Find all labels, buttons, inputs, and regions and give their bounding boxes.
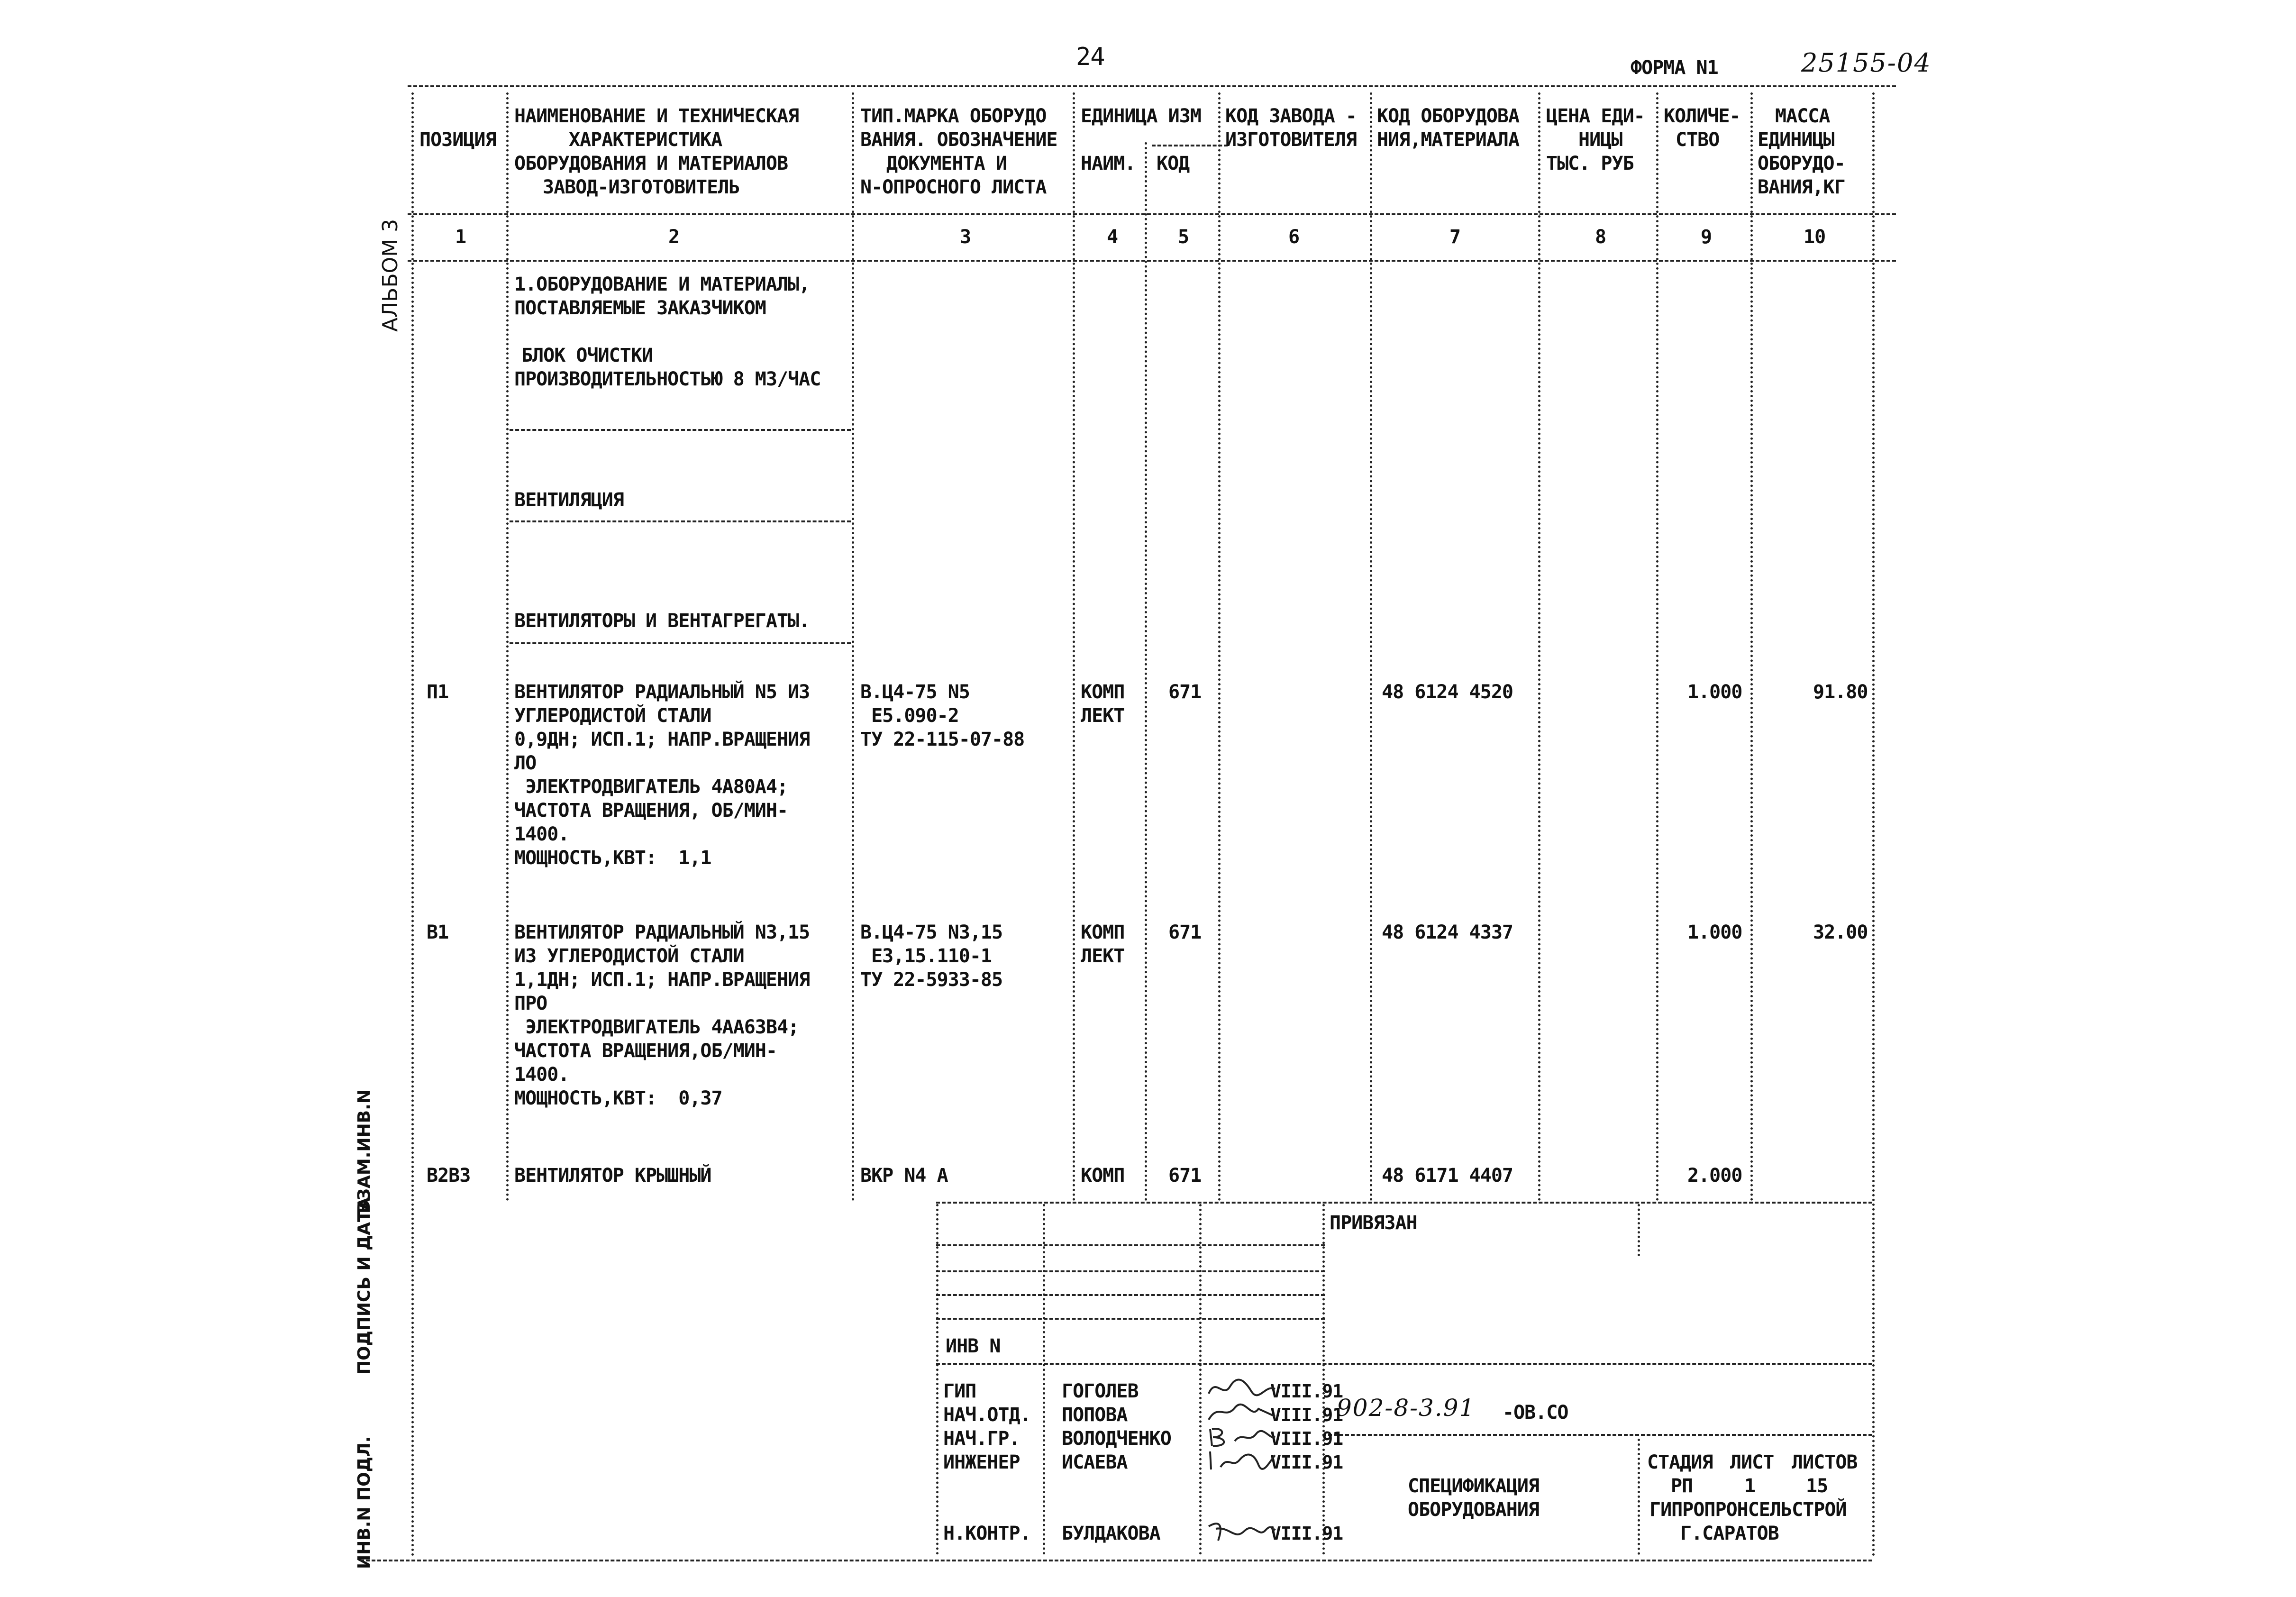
item-name-line: ВЕНТИЛЯТОР КРЫШНЫЙ	[514, 1165, 711, 1186]
header-col10-line1: МАССА	[1775, 105, 1830, 127]
item-qty: 1.000	[1687, 681, 1742, 703]
item-name-line: 0,9ДН; ИСП.1; НАПР.ВРАЩЕНИЯ	[514, 729, 810, 750]
colnum-9: 9	[1701, 226, 1712, 248]
stage-header-sheets: ЛИСТОВ	[1792, 1451, 1858, 1473]
sign-date: VIII.91	[1270, 1381, 1343, 1402]
item-name-line: ВЕНТИЛЯТОР РАДИАЛЬНЫЙ N3,15	[514, 922, 810, 943]
page-number: 24	[1076, 43, 1105, 71]
item-equip-code: 48 6124 4520	[1382, 681, 1513, 703]
sign-name: ГОГОЛЕВ	[1062, 1380, 1139, 1402]
stage-value: РП	[1671, 1475, 1693, 1497]
rule-tb-1	[936, 1244, 1325, 1246]
item-unit-code: 671	[1168, 1165, 1202, 1186]
item-equip-code: 48 6171 4407	[1382, 1165, 1513, 1186]
doc-title-line2: ОБОРУДОВАНИЯ	[1408, 1499, 1539, 1521]
sign-role: ИНЖЕНЕР	[943, 1451, 1020, 1473]
rule-numbers-bottom	[408, 260, 1896, 262]
item-type-line: Е3,15.110-1	[860, 945, 992, 967]
header-col8-line1: ЦЕНА ЕДИ-	[1546, 105, 1645, 127]
header-col6-line1: КОД ЗАВОДА -	[1225, 105, 1357, 127]
item-qty: 1.000	[1687, 922, 1742, 943]
col-sep-8	[1656, 92, 1658, 1202]
item-name-line: МОЩНОСТЬ,КВТ: 0,37	[514, 1087, 722, 1109]
org-city: Г.САРАТОВ	[1680, 1523, 1779, 1544]
header-col3-line1: ТИП.МАРКА ОБОРУДО	[860, 105, 1047, 127]
album-label: АЛЬБОМ 3	[378, 219, 402, 332]
header-col4: НАИМ.	[1081, 153, 1136, 174]
header-col10-line3: ОБОРУДО-	[1758, 153, 1845, 174]
sign-role: НАЧ.ГР.	[943, 1428, 1020, 1450]
item-mass: 91.80	[1813, 681, 1868, 703]
tb-sep-left	[936, 1204, 938, 1555]
tb-sep-stage	[1638, 1439, 1640, 1555]
rule-tb-5	[936, 1363, 1872, 1365]
item-name-line: 1400.	[514, 1064, 569, 1086]
header-col2-line2: ХАРАКТЕРИСТИКА	[569, 129, 722, 151]
header-col1: ПОЗИЦИЯ	[419, 129, 496, 151]
sign-role: НАЧ.ОТД.	[943, 1404, 1031, 1426]
header-col2-line4: ЗАВОД-ИЗГОТОВИТЕЛЬ	[543, 176, 740, 198]
sign-date: VIII.91	[1270, 1523, 1343, 1544]
header-col2-line1: НАИМЕНОВАНИЕ И ТЕХНИЧЕСКАЯ	[514, 105, 799, 127]
stage-header-sheet: ЛИСТ	[1730, 1451, 1774, 1473]
project-suffix: -ОВ.СО	[1503, 1402, 1568, 1424]
rule-top	[408, 85, 1896, 87]
item-equip-code: 48 6124 4337	[1382, 922, 1513, 943]
colnum-6: 6	[1288, 226, 1300, 248]
item-type-line: ТУ 22-5933-85	[860, 969, 1003, 991]
item-unit-code: 671	[1168, 922, 1202, 943]
rule-block	[510, 429, 851, 431]
bound-label: ПРИВЯЗАН	[1330, 1212, 1417, 1234]
item-unit: КОМП	[1081, 922, 1125, 943]
rule-tb-6	[1322, 1434, 1872, 1436]
rule-unit-split	[1152, 145, 1228, 146]
project-code: 902-8-3.91	[1337, 1394, 1476, 1422]
colnum-10: 10	[1804, 226, 1826, 248]
header-col7-line2: НИЯ,МАТЕРИАЛА	[1377, 129, 1520, 151]
item-name-line: ЛО	[514, 752, 537, 774]
stamp-original-inv: ИНВ.N ПОДЛ.	[355, 1436, 374, 1569]
item-qty: 2.000	[1687, 1165, 1742, 1186]
section-ventilation: ВЕНТИЛЯЦИЯ	[514, 489, 624, 511]
header-col7-line1: КОД ОБОРУДОВА	[1377, 105, 1520, 127]
header-col6-line2: ИЗГОТОВИТЕЛЯ	[1225, 129, 1357, 151]
sign-date: VIII.91	[1270, 1428, 1343, 1449]
col-sep-left	[411, 92, 414, 1557]
item-pos: П1	[427, 681, 449, 703]
tb-sep-name	[1199, 1204, 1202, 1555]
colnum-2: 2	[668, 226, 680, 248]
stamp-replaced-inv: ВЗАМ.ИНВ.N	[355, 1089, 374, 1214]
colnum-8: 8	[1595, 226, 1606, 248]
item-name-line: ИЗ УГЛЕРОДИСТОЙ СТАЛИ	[514, 945, 744, 967]
sign-name: БУЛДАКОВА	[1062, 1523, 1160, 1544]
item-type-line: Е5.090-2	[860, 705, 959, 727]
doc-title-line1: СПЕЦИФИКАЦИЯ	[1408, 1475, 1539, 1497]
rule-tb-2	[936, 1270, 1325, 1272]
header-col8-line3: ТЫС. РУБ	[1546, 153, 1634, 174]
section-block-line2: ПРОИЗВОДИТЕЛЬНОСТЬЮ 8 М3/ЧАС	[514, 368, 821, 390]
colnum-7: 7	[1449, 226, 1461, 248]
item-type-line: В.Ц4-75 N3,15	[860, 922, 1003, 943]
item-unit: ЛЕКТ	[1081, 705, 1125, 727]
sign-role: Н.КОНТР.	[943, 1523, 1031, 1544]
item-name-line: 1,1ДН; ИСП.1; НАПР.ВРАЩЕНИЯ	[514, 969, 810, 991]
form-label: ФОРМА N1	[1631, 57, 1718, 79]
item-type-line: В.Ц4-75 N5	[860, 681, 970, 703]
rule-fans	[510, 642, 851, 644]
section-supplied-line1: 1.ОБОРУДОВАНИЕ И МАТЕРИАЛЫ,	[514, 274, 810, 295]
header-col9-line1: КОЛИЧЕ-	[1664, 105, 1740, 127]
item-name-line: УГЛЕРОДИСТОЙ СТАЛИ	[514, 705, 711, 727]
col-sep-3	[1073, 92, 1075, 1202]
item-unit: КОМП	[1081, 1165, 1125, 1186]
rule-bottom	[360, 1560, 1872, 1561]
header-col10-line2: ЕДИНИЦЫ	[1758, 129, 1834, 151]
header-col2-line3: ОБОРУДОВАНИЯ И МАТЕРИАЛОВ	[514, 153, 788, 174]
rule-header-bottom	[408, 213, 1896, 215]
col-sep-9	[1750, 92, 1753, 1202]
item-mass: 32.00	[1813, 922, 1868, 943]
header-unit: ЕДИНИЦА ИЗМ	[1081, 105, 1201, 127]
section-block-line1: БЛОК ОЧИСТКИ	[521, 345, 653, 366]
signature-mark	[1206, 1446, 1277, 1473]
item-name-line: ПРО	[514, 993, 547, 1014]
rule-titleblock-top	[936, 1202, 1872, 1204]
item-unit-code: 671	[1168, 681, 1202, 703]
col-sep-5	[1218, 92, 1221, 1202]
col-sep-4	[1145, 142, 1147, 1202]
col-sep-right	[1872, 92, 1875, 1557]
header-col5: КОД	[1157, 153, 1190, 174]
item-name-line: ЭЛЕКТРОДВИГАТЕЛЬ 4АА63В4;	[514, 1016, 799, 1038]
sign-role: ГИП	[943, 1380, 976, 1402]
header-col8-line2: НИЦЫ	[1578, 129, 1622, 151]
section-supplied-line2: ПОСТАВЛЯЕМЫЕ ЗАКАЗЧИКОМ	[514, 297, 766, 319]
tb-sep-bound	[1638, 1204, 1640, 1256]
item-unit: КОМП	[1081, 681, 1125, 703]
colnum-5: 5	[1178, 226, 1189, 248]
item-type-line: ВКР N4 А	[860, 1165, 948, 1186]
colnum-4: 4	[1107, 226, 1118, 248]
handwritten-doc-code: 25155-04	[1801, 48, 1932, 78]
item-name-line: МОЩНОСТЬ,КВТ: 1,1	[514, 847, 711, 869]
item-type-line: ТУ 22-115-07-88	[860, 729, 1025, 750]
sheet-value: 1	[1744, 1475, 1756, 1497]
sheets-value: 15	[1806, 1475, 1828, 1497]
header-col9-line2: СТВО	[1676, 129, 1720, 151]
signature-mark	[1206, 1517, 1277, 1544]
item-name-line: 1400.	[514, 823, 569, 845]
sign-name: ПОПОВА	[1062, 1404, 1128, 1426]
tb-sep-role	[1043, 1204, 1045, 1555]
inv-label: ИНВ N	[946, 1335, 1001, 1357]
col-sep-6	[1370, 92, 1372, 1202]
rule-tb-4	[936, 1318, 1325, 1320]
item-pos: В2В3	[427, 1165, 471, 1186]
org-name: ГИПРОПРОНСЕЛЬСТРОЙ	[1649, 1499, 1847, 1521]
item-name-line: ВЕНТИЛЯТОР РАДИАЛЬНЫЙ N5 ИЗ	[514, 681, 810, 703]
item-pos: В1	[427, 922, 449, 943]
item-unit: ЛЕКТ	[1081, 945, 1125, 967]
header-col10-line4: ВАНИЯ,КГ	[1758, 176, 1845, 198]
item-name-line: ЧАСТОТА ВРАЩЕНИЯ, ОБ/МИН-	[514, 800, 788, 821]
colnum-1: 1	[455, 226, 466, 248]
stamp-signature-date: ПОДПИСЬ И ДАТА	[355, 1197, 374, 1375]
item-name-line: ЧАСТОТА ВРАЩЕНИЯ,ОБ/МИН-	[514, 1040, 777, 1062]
rule-ventilation	[510, 520, 851, 522]
col-sep-7	[1538, 92, 1540, 1202]
stage-header-stage: СТАДИЯ	[1647, 1451, 1713, 1473]
sign-date: VIII.91	[1270, 1452, 1343, 1473]
item-name-line: ЭЛЕКТРОДВИГАТЕЛЬ 4А80А4;	[514, 776, 788, 798]
col-sep-2	[852, 92, 854, 1202]
sign-name: ИСАЕВА	[1062, 1451, 1128, 1473]
sign-name: ВОЛОДЧЕНКО	[1062, 1428, 1171, 1450]
header-col3-line3: ДОКУМЕНТА И	[886, 153, 1007, 174]
colnum-3: 3	[960, 226, 971, 248]
sign-date: VIII.91	[1270, 1405, 1343, 1425]
header-col3-line4: N-ОПРОСНОГО ЛИСТА	[860, 176, 1047, 198]
section-fans: ВЕНТИЛЯТОРЫ И ВЕНТАГРЕГАТЫ.	[514, 610, 810, 632]
header-col3-line2: ВАНИЯ. ОБОЗНАЧЕНИЕ	[860, 129, 1057, 151]
col-sep-1	[506, 92, 509, 1202]
rule-tb-3	[936, 1294, 1325, 1296]
